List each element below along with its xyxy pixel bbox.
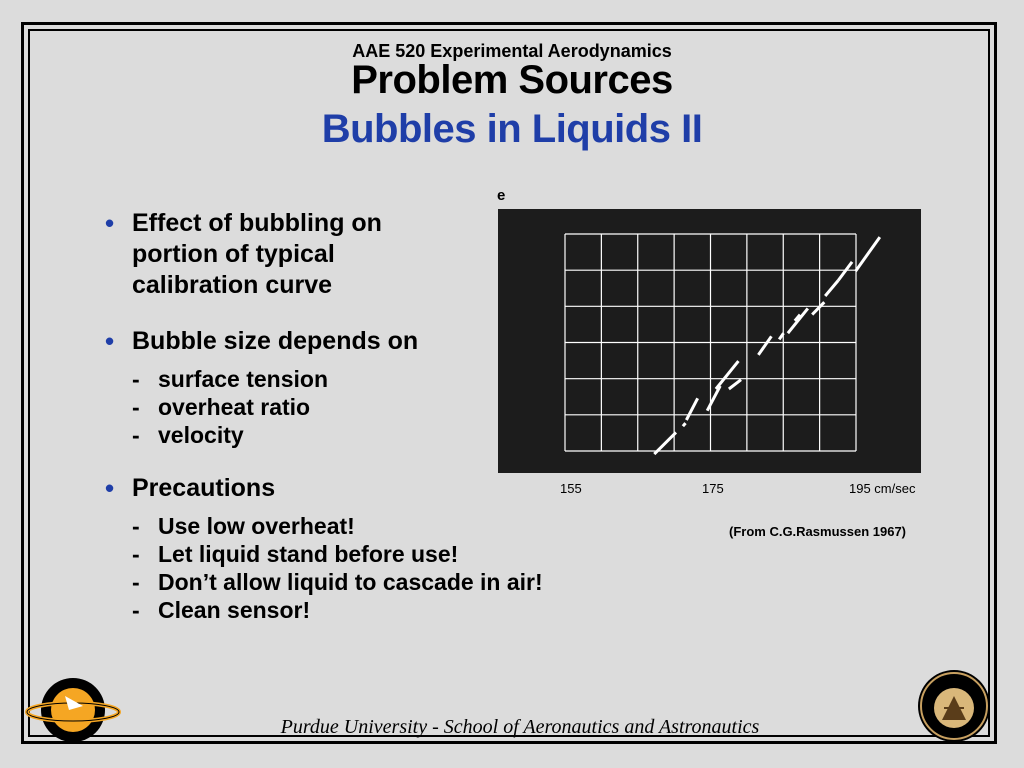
x-tick-label: 195 cm/sec (849, 481, 916, 496)
bullet-dot-2: • (105, 326, 115, 356)
calibration-chart (498, 209, 921, 473)
sub-dash: - (132, 513, 140, 539)
chart-y-label: e (497, 187, 506, 204)
bullet-text-1 (132, 208, 382, 301)
sub-dash: - (132, 597, 140, 623)
course-title: AAE 520 Experimental Aerodynamics (352, 41, 672, 61)
chart-background (498, 209, 921, 473)
sub-item-no-cascade: Don’t allow liquid to cascade in air! (158, 569, 543, 595)
sub-item-let-stand: Let liquid stand before use! (158, 541, 459, 567)
bullet-dot-3: • (105, 473, 115, 503)
curve-segment (683, 423, 686, 426)
bullet-dot-1: • (105, 208, 115, 238)
bullet-line: calibration curve (132, 271, 333, 299)
sub-dash: - (132, 394, 140, 420)
slide-subtitle: Bubbles in Liquids II (321, 107, 703, 151)
footer-text: Purdue University - School of Aeronautics and Astronautics (280, 716, 760, 738)
x-tick-label: 155 (560, 481, 582, 496)
sub-item-overheat-ratio: overheat ratio (158, 394, 311, 420)
x-tick-label: 175 (702, 481, 724, 496)
bullet-line: portion of typical (132, 240, 335, 268)
sub-dash: - (132, 569, 140, 595)
sub-item-clean-sensor: Clean sensor! (158, 597, 311, 623)
sub-item-velocity: velocity (158, 422, 244, 448)
sub-dash: - (132, 366, 140, 392)
bullet-text-2: Bubble size depends on (132, 327, 419, 355)
bullet-line: Effect of bubbling on (132, 209, 382, 237)
sub-item-low-overheat: Use low overheat! (158, 513, 355, 539)
sub-dash: - (132, 422, 140, 448)
sub-item-surface-tension: surface tension (158, 366, 328, 392)
source-note: (From C.G.Rasmussen 1967) (729, 524, 907, 539)
bullet-text-3: Precautions (132, 474, 276, 502)
sub-dash: - (132, 541, 140, 567)
slide-title: Problem Sources (351, 58, 673, 102)
